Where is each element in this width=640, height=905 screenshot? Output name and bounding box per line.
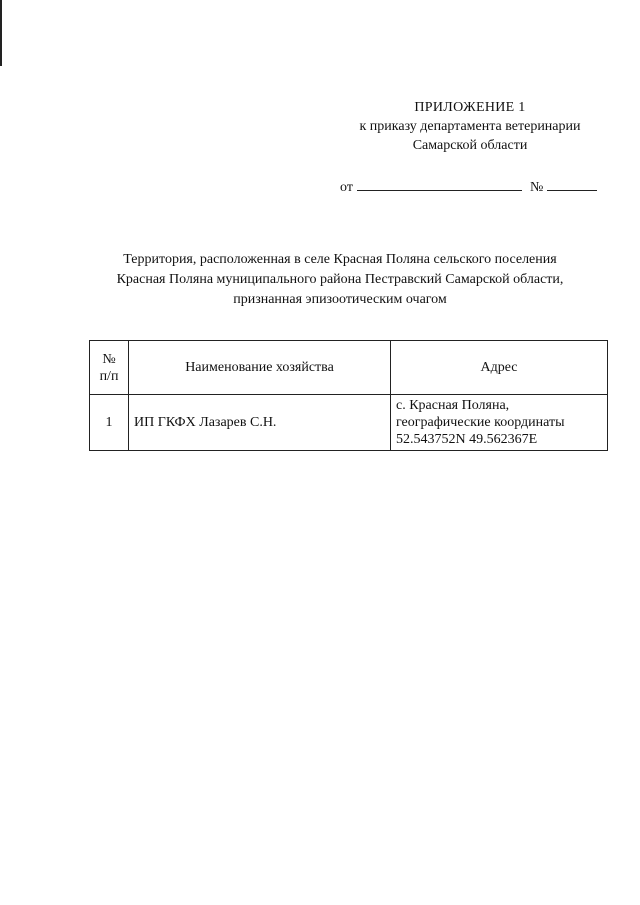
row-number: 1 [90,395,129,451]
appendix-title: ПРИЛОЖЕНИЕ 1 [414,100,526,115]
number-label: № [529,180,544,195]
date-field [357,176,522,191]
column-header-number: № п/п [90,341,129,395]
address-line: 52.543752N 49.562367E [396,432,538,447]
appendix-subtitle-line: Самарской области [412,138,528,153]
document-title-line: Территория, расположенная в селе Красная Поляна сельского поселения [123,252,557,267]
document-title [80,250,600,310]
column-header-address: Адрес [391,341,608,395]
address-line: географические координаты [396,415,565,430]
appendix-header [330,98,610,155]
farm-name: ИП ГКФХ Лазарев С.Н. [129,395,391,451]
column-header-name: Наименование хозяйства [129,341,391,395]
address-line: с. Красная Поляна, [396,398,510,413]
document-title-line: признанная эпизоотическим очагом [233,292,447,307]
document-title-line: Красная Поляна муниципального района Пестравский Самарской области, [116,272,564,287]
appendix-subtitle-line: к приказу департамента ветеринарии [359,119,581,134]
date-label: от [340,180,353,195]
table-row [90,395,608,451]
table-header-row [90,341,608,395]
farms-table [89,340,608,451]
page-edge-line [0,0,2,66]
number-field [547,176,597,191]
farm-address [391,395,608,451]
order-date-number [340,176,605,196]
